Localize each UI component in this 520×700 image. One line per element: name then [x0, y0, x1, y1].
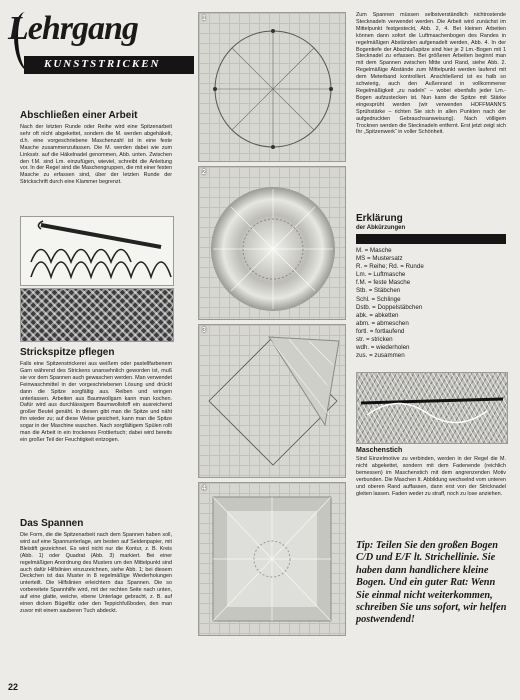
abbreviation-item: abm. = abmeschen	[356, 319, 409, 327]
section-abkuerzungen	[356, 213, 506, 360]
tip-text: Tip: Teilen Sie den großen Bogen C/D und E/F lt. Strichellinie. Sie haben dann handlichere kleine Bogen. Und ein guter Rat: Wenn Sie einmal nicht weiterkommen, schreiben Sie uns sofort, wir helfen postwendend!	[356, 540, 507, 626]
section-maschenstich	[356, 447, 506, 497]
figure-4	[198, 482, 346, 636]
square-doily-pinned-drawing	[199, 483, 345, 635]
section-abschliessen	[20, 110, 172, 186]
abbreviation-item: str. = stricken	[356, 336, 393, 344]
lace-photo-top	[20, 288, 174, 342]
crochet-illustration	[20, 216, 174, 286]
abbreviation-item: abk. = abketten	[356, 311, 399, 319]
circle-template-drawing	[199, 13, 345, 161]
text-maschenstich: Sind Einzelmotive zu verbinden, werden in der Regel die M. nicht abgekettet, sondern mit dem Fadenende (reichlich bemessen) im Maschenstich mit dem angrenzenden Motiv verbunden. Die Maschen lt. Abbildung wechselnd vom unteren und oberen Rand auffassen, dann erst von der Stricknadel gleiten lassen. Faden weder zu straff, noch zu lose anziehen.	[356, 456, 506, 497]
abbreviation-list	[356, 247, 506, 360]
figure-3	[198, 324, 346, 478]
logo-subtitle: KUNSTSTRICKEN	[44, 58, 161, 70]
doily-pinned-drawing	[199, 167, 345, 319]
magazine-logo	[8, 10, 188, 80]
section-spannen-fortsetzung	[356, 12, 506, 136]
heading-maschenstich: Maschenstich	[356, 447, 403, 454]
abbreviation-item: Dstb. = Doppelstäbchen	[356, 303, 423, 311]
heading-pflegen: Strickspitze pflegen	[20, 347, 115, 358]
heading-abschliessen: Abschließen einer Arbeit	[20, 110, 138, 121]
figure-1	[198, 12, 346, 162]
abbreviation-item: f.M. = feste Masche	[356, 279, 411, 287]
abbreviation-bar	[356, 234, 506, 244]
text-abschliessen: Nach der letzten Runde oder Reihe wird eine Spitzenarbeit sehr oft nicht abgekettet, sondern die M. werden abgehäkelt, d.h. eine vorgeschriebene Maschenzahl ist in eine feste Masche zusammenzufassen. Die M. werden dabei wie zum Linksstr. auf die Häkelnadel genommen, Abb. unten. Zwischen den f.M. sind Lm. einzufügen, wieviel, schreibt die Anleitung vor. In der Regel sind die Maschengruppen, die mit einer festen Masche zu erfassen sind, über der letzten Runde der Strickschrift durch eine Klammer begrenzt.	[20, 124, 172, 186]
crochet-hook-drawing	[21, 217, 173, 285]
tip-box	[356, 540, 510, 627]
abbreviation-item: MS = Mustersatz	[356, 255, 403, 263]
section-spannen	[20, 518, 172, 615]
heading-spannen: Das Spannen	[20, 518, 84, 529]
section-pflegen	[20, 347, 172, 444]
abbreviation-item: fortl. = fortlaufend	[356, 327, 405, 335]
abbreviation-item: Lm. = Luftmasche	[356, 271, 406, 279]
page-number: 22	[8, 682, 19, 692]
figure-2	[198, 166, 346, 320]
text-column3: Zum Spannen müssen selbstverständlich nichtrostende Stecknadeln verwendet werden. Die Arbeit wird zunächst im Mittelpunkt festgesteckt, Abb. 2, 4. Bei kleinen Arbeiten können dann sofort die Luftmaschenbogen des Randes in regelmäßigen Abständen aufgenadelt werden, Abb. 4. In der Bogentiefe der Abschlußspitze sind hier je 2 Lm.-Bogen mit 1 Stecknadel zu erfassen. Bei größeren Arbeiten beginnt man mit dem Spannen zwischen Mitte und Rand, siehe Abb. 2. Regelmäßige Abstände zum Mittelpunkt werden laufend mit dem Meterband kontrolliert. Anschließend ist es halb so schwierig, auch den Außenrand in vollkommener Regelmäßigkeit „zu nadeln“ – wobei ebenfalls jeder Lm.-Bogen aufzustecken ist. Nun kann die Spitze mit Stärke eingesprüht werden (wir verwenden HOFFMANN'S Sprühstärke – richten Sie sich in allen Punkten nach der aufgedruckten Gebrauchsanweisung). Nach völligem Trocknen werden die Stecknadeln entfernt. Erst jetzt zeigt sich Ihr „Spitzenwerk“ in voller Schönheit.	[356, 12, 506, 136]
figure-number: 3	[202, 327, 206, 334]
subheading-abkuerzungen: der Abkürzungen	[356, 225, 406, 231]
heading-abkuerzungen: Erklärung	[356, 213, 403, 224]
abbreviation-item: Schl. = Schlinge	[356, 295, 401, 303]
abbreviation-item: R. = Reihe; Rd. = Runde	[356, 263, 424, 271]
text-spannen: Die Form, die die Spitzenarbeit nach dem Spannen haben soll, wird auf eine Spannunterlage, am besten auf Seidenpapier, mit Bleistift gezeichnet. Es wird nicht nur die Kontur, z. B. Kreis (Abb. 1) oder Quadrat (Abb. 3) markiert. Bei einer regelmäßigen Anordnung des Musters um den Mittelpunkt sind auch dafür Hilfslinien einzuzeichnen, siehe Abb. 1; bei diesem Deckchen ist das Muster in 8 regelmäßige Wiederholungen unterteilt. Die Hilfslinien erleichtern das Spannen. Die so vorbereitete Spannhilfe wird, mit der rechten Seite nach unten, auf eine glatte, weiche, ebene Unterlage gebracht, z. B. auf einen dicken Bügelfilz oder den Teppichfußboden, den man zuvor mit einem sauberen Tuch abdeckt.	[20, 532, 172, 614]
abbreviation-item: Stb. = Stäbchen	[356, 287, 401, 295]
figure-number: 1	[202, 15, 206, 22]
abbreviation-item: zus. = zusammen	[356, 352, 405, 360]
figure-number: 4	[202, 485, 206, 492]
logo-title: Lehrgang	[8, 10, 138, 47]
text-pflegen: Falls eine Spitzenstrickerei aus weißem oder pastellfarbenem Garn während des Strickens unansehnlich geworden ist, muß sie vor dem Spannen auch gewaschen werden. Man verwendet Feinwaschmittel in der vorgeschriebenen Lösung und drückt dann die Spitze sorgfältig aus. Reiben und wringen unterlassen. Arbeiten aus Baumwollgarn kann man kochen. Dafür wird aus durchlässigem Baumwollstoff ein ausreichend großer Beutel genäht. In diesen gibt man die Spitze und näht ihn wieder zu; auf diese Weise gesichert, kann man die Spitze sogar in der Maschine waschen. Nach sorgfältigem Spülen rollt man die Arbeit in ein trockenes Frottiertuch; dabei wird bereits ein großer Teil der Feuchtigkeit entzogen.	[20, 361, 172, 443]
abbreviation-item: wdh. = wiederholen	[356, 344, 410, 352]
figure-number: 2	[202, 169, 206, 176]
square-template-drawing	[199, 325, 345, 477]
abbreviation-item: M. = Masche	[356, 247, 392, 254]
needle-drawing	[357, 373, 507, 443]
maschenstich-photo	[356, 372, 508, 444]
